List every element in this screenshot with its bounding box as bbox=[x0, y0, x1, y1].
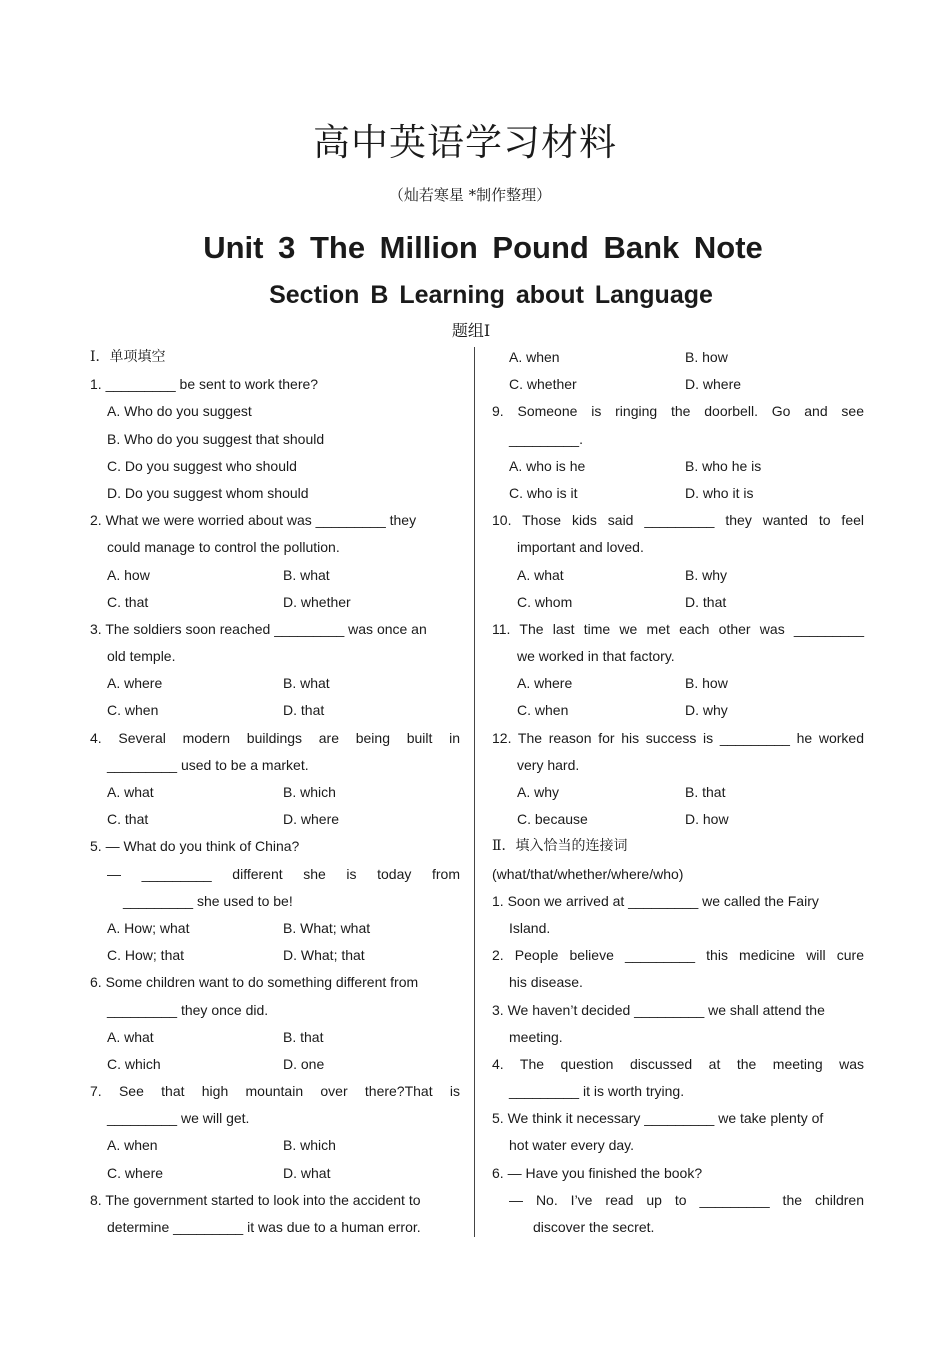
question-1-option-c: C. Do you suggest who should bbox=[107, 457, 297, 474]
question-12-option-a: A. why bbox=[517, 784, 560, 800]
question-11-option-a: A. where bbox=[517, 675, 573, 692]
question-1-option-b: B. Who do you suggest that should bbox=[107, 430, 325, 447]
question-3-stem-cont: old temple. bbox=[107, 648, 176, 665]
question-5-options-cd bbox=[90, 942, 460, 969]
question-7-option-c: C. where bbox=[107, 1164, 164, 1181]
question-11-stem: 11. The last time we met each other was _________ bbox=[492, 620, 864, 637]
question-5-stem-line2: — _________ different she is today from bbox=[107, 865, 460, 882]
question-11-options-cd bbox=[492, 697, 864, 724]
column-divider bbox=[474, 347, 475, 1237]
question-8-option-c: C. whether bbox=[509, 376, 577, 393]
question-4-stem-cont: _________ used to be a market. bbox=[107, 756, 309, 773]
question-11-option-d: D. why bbox=[685, 702, 728, 719]
unit-title: Unit 3 The Million Pound Bank Note bbox=[203, 230, 763, 265]
question-10-option-b: B. why bbox=[685, 566, 728, 583]
question-5-options-ab bbox=[90, 915, 460, 942]
section-heading-single-choice: Ⅰ．单项填空 bbox=[90, 349, 166, 365]
section-title: Section B Learning about Language bbox=[269, 281, 713, 309]
question-3-option-a: A. where bbox=[107, 675, 163, 692]
question-6-options-ab bbox=[90, 1024, 460, 1051]
question-4-option-a: A. what bbox=[107, 784, 154, 800]
question-5-option-b: B. What; what bbox=[283, 919, 371, 936]
question-6-option-c: C. which bbox=[107, 1055, 161, 1072]
group-title: 题组Ⅰ bbox=[451, 321, 491, 340]
question-11-option-c: C. when bbox=[517, 702, 569, 719]
question-1-option-a: A. Who do you suggest bbox=[107, 403, 252, 420]
question-6-option-d: D. one bbox=[283, 1055, 325, 1072]
question-10-stem: 10. Those kids said _________ they wanted to feel bbox=[492, 512, 864, 529]
question-2-options-ab bbox=[90, 562, 460, 589]
question-6-stem-cont: _________ they once did. bbox=[107, 1001, 269, 1018]
question-9-options-cd bbox=[492, 480, 864, 507]
question-2-stem-cont: could manage to control the pollution. bbox=[107, 539, 340, 556]
question-5-stem: 5. — What do you think of China? bbox=[90, 838, 300, 855]
question-5-option-a: A. How; what bbox=[107, 919, 190, 936]
question-8-option-d: D. where bbox=[685, 376, 742, 393]
question-11-options-ab bbox=[492, 670, 864, 697]
question-10-stem-cont: important and loved. bbox=[517, 539, 644, 556]
fill-2-line-2: his disease. bbox=[509, 974, 583, 991]
section-heading-fill-in: Ⅱ．填入恰当的连接词 bbox=[492, 838, 628, 855]
question-10-options-ab bbox=[492, 562, 864, 589]
fill-2-line-1: 2. People believe _________ this medicine will cure bbox=[492, 947, 864, 964]
question-10-option-d: D. that bbox=[685, 593, 727, 610]
fill-6-line-3: discover the secret. bbox=[533, 1219, 655, 1235]
question-12-stem: 12. The reason for his success is _________ he worked bbox=[492, 729, 864, 746]
question-9-option-a: A. who is he bbox=[509, 457, 586, 474]
fill-1-line-1: 1. Soon we arrived at _________ we called the Fairy bbox=[492, 892, 819, 909]
question-8-options-cd bbox=[492, 371, 864, 398]
question-7-options-cd bbox=[90, 1160, 460, 1187]
question-2-option-b: B. what bbox=[283, 566, 330, 583]
question-4-stem: 4. Several modern buildings are being built in bbox=[90, 729, 460, 746]
fill-5-line-2: hot water every day. bbox=[509, 1137, 635, 1154]
question-7-option-b: B. which bbox=[283, 1137, 336, 1154]
question-11-option-b: B. how bbox=[685, 675, 728, 692]
fill-in-word-bank: (what/that/whether/where/who) bbox=[492, 865, 684, 882]
question-7-stem-cont: _________ we will get. bbox=[107, 1110, 250, 1127]
question-3-options-ab bbox=[90, 670, 460, 697]
question-9-options-ab bbox=[492, 453, 864, 480]
fill-5-line-1: 5. We think it necessary _________ we take plenty of bbox=[492, 1110, 824, 1127]
fill-6-line-1: 6. — Have you finished the book? bbox=[492, 1164, 703, 1181]
question-2-stem: 2. What we were worried about was _________ they bbox=[90, 512, 417, 529]
question-6-option-a: A. what bbox=[107, 1028, 154, 1045]
question-12-stem-cont: very hard. bbox=[517, 756, 580, 773]
question-2-options-cd bbox=[90, 589, 460, 616]
question-3-options-cd bbox=[90, 697, 460, 724]
question-7-options-ab bbox=[90, 1132, 460, 1159]
question-3-option-d: D. that bbox=[283, 702, 325, 719]
question-8-stem-cont: determine _________ it was due to a human error. bbox=[107, 1219, 421, 1235]
question-10-option-c: C. whom bbox=[517, 593, 573, 610]
document-subtitle: （灿若寒星 *制作整理） bbox=[388, 186, 552, 204]
question-12-option-b: B. that bbox=[685, 784, 726, 800]
question-12-options-cd bbox=[492, 806, 864, 833]
question-6-stem: 6. Some children want to do something different from bbox=[90, 974, 419, 991]
fill-1-line-2: Island. bbox=[509, 919, 551, 936]
question-4-option-d: D. where bbox=[283, 811, 340, 828]
question-3-option-c: C. when bbox=[107, 702, 159, 719]
question-7-stem: 7. See that high mountain over there?That is bbox=[90, 1083, 460, 1100]
question-9-option-d: D. who it is bbox=[685, 484, 754, 501]
question-6-options-cd bbox=[90, 1051, 460, 1078]
question-8-stem: 8. The government started to look into the accident to bbox=[90, 1191, 421, 1208]
question-1-stem: 1. _________ be sent to work there? bbox=[90, 376, 319, 393]
question-9-stem-cont: _________. bbox=[509, 430, 583, 447]
question-2-option-d: D. whether bbox=[283, 593, 351, 610]
question-2-option-a: A. how bbox=[107, 566, 150, 583]
question-12-option-c: C. because bbox=[517, 811, 588, 828]
question-9-stem: 9. Someone is ringing the doorbell. Go and see bbox=[492, 403, 864, 420]
question-2-option-c: C. that bbox=[107, 593, 149, 610]
question-10-option-a: A. what bbox=[517, 566, 564, 583]
question-3-option-b: B. what bbox=[283, 675, 330, 692]
question-10-options-cd bbox=[492, 589, 864, 616]
question-9-option-c: C. who is it bbox=[509, 484, 578, 501]
question-9-option-b: B. who he is bbox=[685, 457, 762, 474]
question-8-options-ab bbox=[492, 344, 864, 371]
question-4-option-c: C. that bbox=[107, 811, 149, 828]
document-title: 高中英语学习材料 bbox=[313, 121, 617, 164]
fill-4-line-2: _________ it is worth trying. bbox=[509, 1083, 685, 1100]
question-1-option-d: D. Do you suggest whom should bbox=[107, 484, 309, 501]
right-column bbox=[492, 344, 864, 1241]
question-5-option-c: C. How; that bbox=[107, 947, 185, 964]
fill-3-line-2: meeting. bbox=[509, 1028, 563, 1045]
fill-3-line-1: 3. We haven’t decided _________ we shall attend the bbox=[492, 1001, 825, 1018]
question-8-option-a: A. when bbox=[509, 349, 560, 365]
question-8-option-b: B. how bbox=[685, 349, 728, 365]
fill-4-line-1: 4. The question discussed at the meeting was bbox=[492, 1055, 864, 1072]
question-7-option-a: A. when bbox=[107, 1137, 158, 1154]
question-4-options-ab bbox=[90, 779, 460, 806]
left-column bbox=[90, 344, 460, 1241]
question-12-options-ab bbox=[492, 779, 864, 806]
question-5-stem-line3: _________ she used to be! bbox=[123, 892, 293, 909]
question-7-option-d: D. what bbox=[283, 1164, 331, 1181]
question-5-option-d: D. What; that bbox=[283, 947, 365, 964]
fill-6-line-2: — No. I’ve read up to _________ the children bbox=[509, 1191, 864, 1208]
question-4-options-cd bbox=[90, 806, 460, 833]
question-3-stem: 3. The soldiers soon reached _________ was once an bbox=[90, 620, 427, 637]
question-6-option-b: B. that bbox=[283, 1028, 324, 1045]
question-11-stem-cont: we worked in that factory. bbox=[517, 648, 675, 665]
question-4-option-b: B. which bbox=[283, 784, 336, 800]
question-12-option-d: D. how bbox=[685, 811, 729, 828]
